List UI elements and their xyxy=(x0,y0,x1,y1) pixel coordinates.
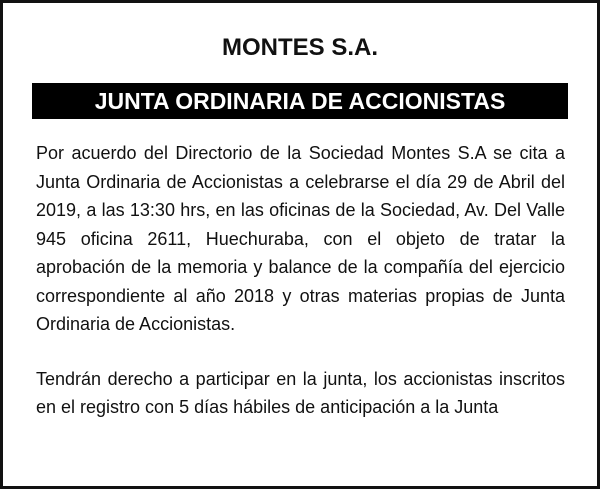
notice-paragraph-1: Por acuerdo del Directorio de la Sociedad Montes S.A se cita a Junta Ordinaria de Accionistas a celebrarse el día 29 de Abril del 2019, a las 13:30 hrs, en las oficinas de la Sociedad, Av. Del Valle 945 oficina 2611, Huechuraba, con el objeto de tratar la aprobación de la memoria y balance de la compañía del ejercicio correspondiente al año 2018 y otras materias propias de Junta Ordinaria de Accionistas. xyxy=(36,143,565,334)
meeting-heading-banner: JUNTA ORDINARIA DE ACCIONISTAS xyxy=(32,83,568,119)
company-name: MONTES S.A. xyxy=(221,34,378,61)
notice-paragraph-2: Tendrán derecho a participar en la junta, los accionistas inscritos en el registro con 5 días hábiles de anticipación a la Junta xyxy=(36,368,565,417)
